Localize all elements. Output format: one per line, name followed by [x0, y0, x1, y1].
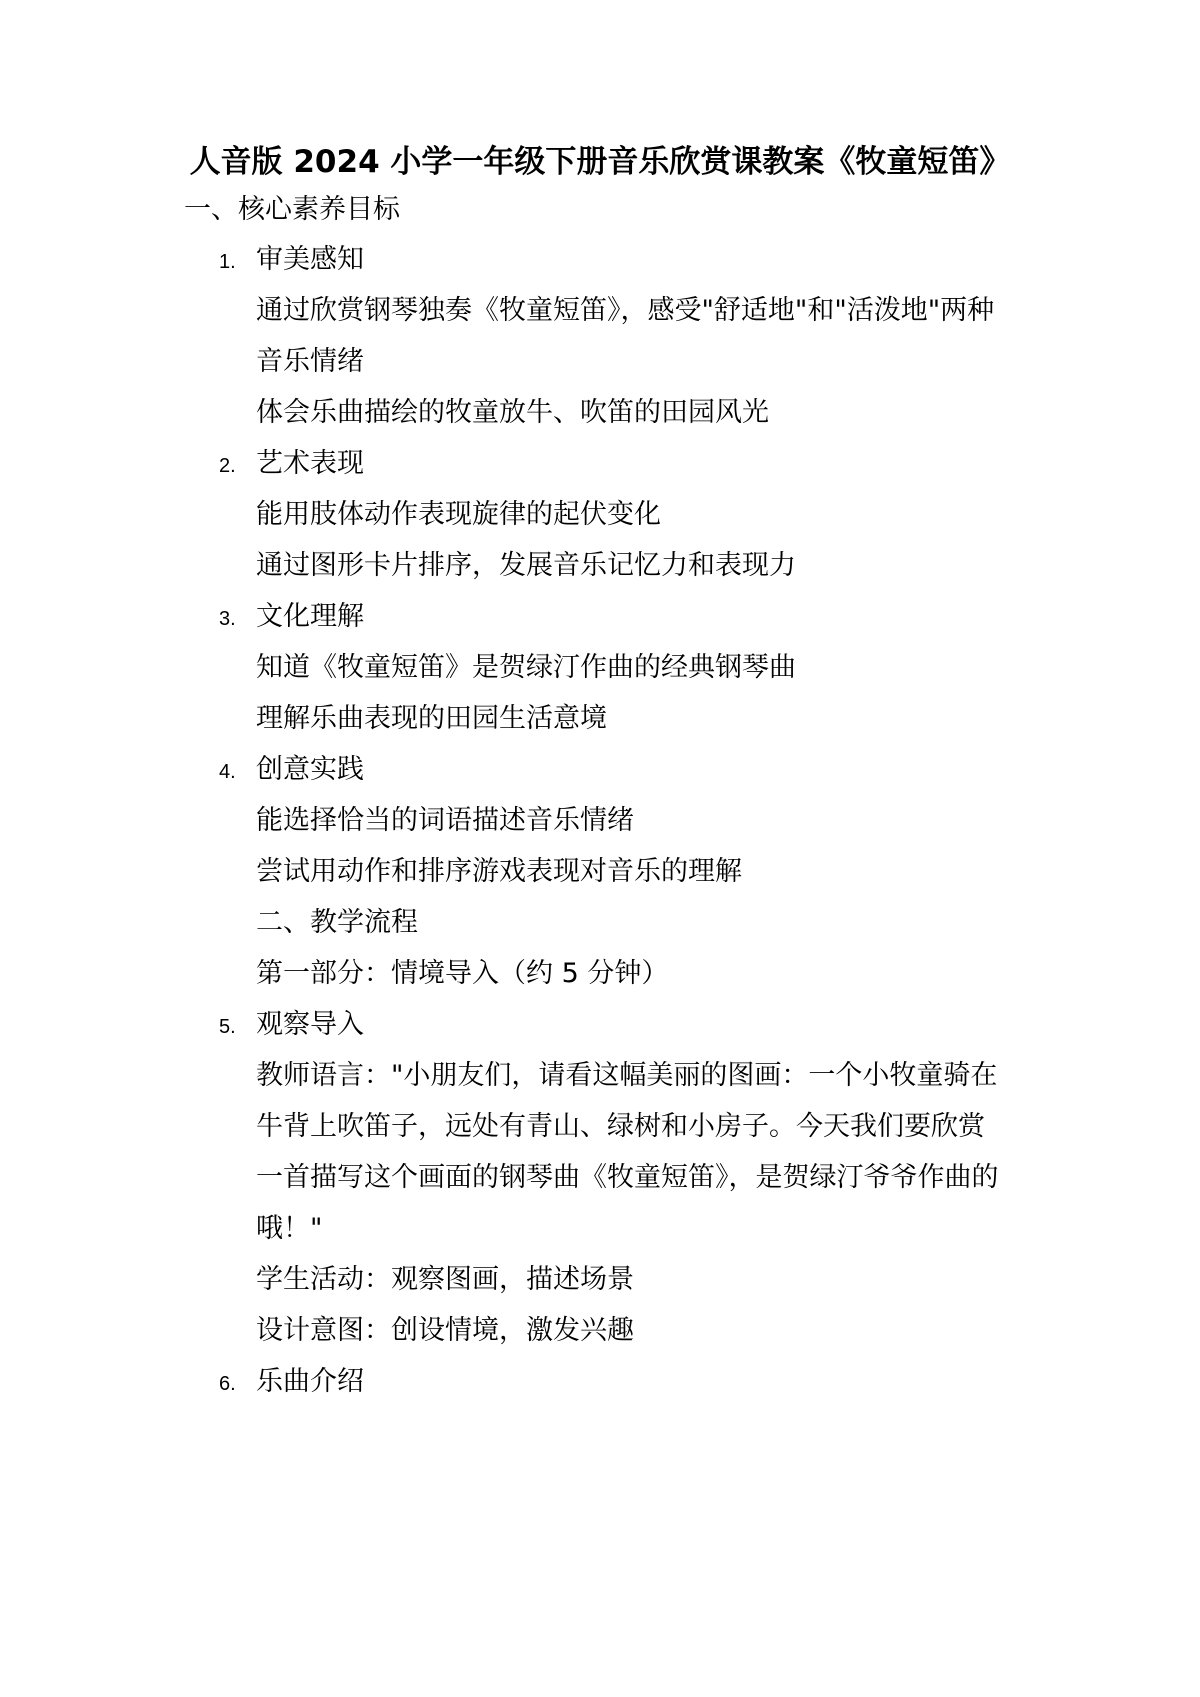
list-number: 5. — [219, 1016, 236, 1038]
section-heading-objectives: 一、核心素养目标 — [184, 194, 400, 225]
step-heading: 观察导入 — [256, 1009, 364, 1040]
list-number: 6. — [219, 1373, 236, 1395]
list-number: 4. — [219, 761, 236, 783]
paragraph-line: 知道《牧童短笛》是贺绿汀作曲的经典钢琴曲 — [256, 652, 796, 683]
paragraph-line: 通过欣赏钢琴独奏《牧童短笛》，感受"舒适地"和"活泼地"两种 — [256, 295, 995, 326]
paragraph-line: 音乐情绪 — [256, 346, 364, 377]
document-title: 人音版 2024 小学一年级下册音乐欣赏课教案《牧童短笛》 — [189, 144, 1011, 180]
part-heading: 第一部分：情境导入（约 5 分钟） — [256, 958, 669, 989]
paragraph-line: 能用肢体动作表现旋律的起伏变化 — [256, 499, 661, 530]
paragraph-line: 理解乐曲表现的田园生活意境 — [256, 703, 607, 734]
objective-heading: 审美感知 — [256, 244, 364, 275]
paragraph-line: 体会乐曲描绘的牧童放牛、吹笛的田园风光 — [256, 397, 769, 428]
objective-heading: 创意实践 — [256, 754, 364, 785]
paragraph-line: 尝试用动作和排序游戏表现对音乐的理解 — [256, 856, 742, 887]
paragraph-line: 教师语言："小朋友们，请看这幅美丽的图画：一个小牧童骑在 — [256, 1060, 998, 1091]
paragraph-line: 学生活动：观察图画，描述场景 — [256, 1264, 634, 1295]
paragraph-line: 一首描写这个画面的钢琴曲《牧童短笛》，是贺绿汀爷爷作曲的 — [256, 1162, 999, 1193]
list-number: 3. — [219, 608, 236, 630]
paragraph-line: 通过图形卡片排序，发展音乐记忆力和表现力 — [256, 550, 796, 581]
step-heading: 乐曲介绍 — [256, 1366, 364, 1397]
list-number: 2. — [219, 455, 236, 477]
list-number: 1. — [219, 251, 236, 273]
paragraph-line: 能选择恰当的词语描述音乐情绪 — [256, 805, 634, 836]
objective-heading: 艺术表现 — [256, 448, 364, 479]
objective-heading: 文化理解 — [256, 601, 364, 632]
paragraph-line: 设计意图：创设情境，激发兴趣 — [256, 1315, 634, 1346]
paragraph-line: 哦！" — [256, 1213, 323, 1244]
section-heading-teaching-process: 二、教学流程 — [256, 907, 418, 938]
paragraph-line: 牛背上吹笛子，远处有青山、绿树和小房子。今天我们要欣赏 — [256, 1111, 985, 1142]
